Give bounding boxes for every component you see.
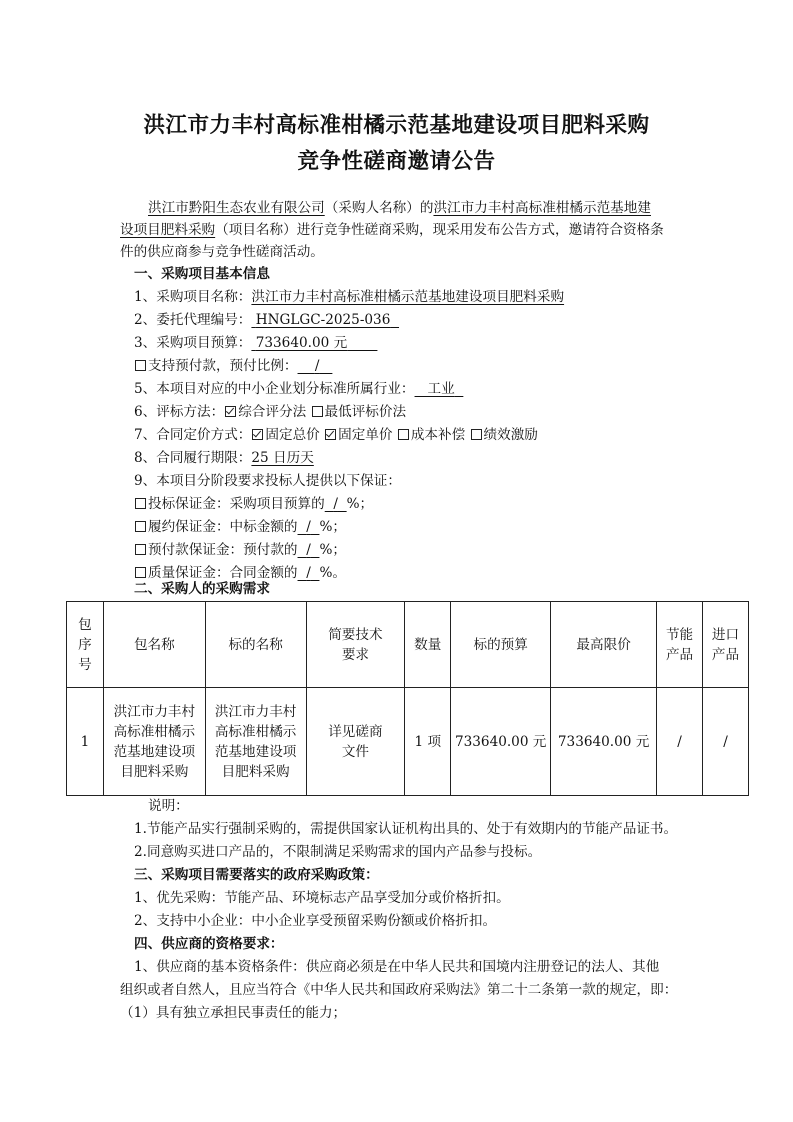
cell-import: / (703, 688, 749, 796)
cell-item-name: 洪江市力丰村 高标准柑橘示 范基地建设项 目肥料采购 (205, 688, 306, 796)
prepay-value: / (314, 358, 320, 374)
header-quantity: 数量 (405, 602, 451, 688)
header-package-name: 包名称 (103, 602, 205, 688)
guarantee-bid: 投标保证金：采购项目预算的 / %； (134, 498, 373, 512)
policy-2: 2、支持中小企业：中小企业享受预留采购份额或价格折扣。 (134, 913, 497, 929)
intro-line2 (120, 224, 664, 238)
document-title-line2: 竞争性磋商邀请公告 (297, 149, 496, 174)
industry-value: 工业 (427, 381, 455, 397)
item-prepay (134, 360, 332, 374)
header-import: 进口 产品 (703, 602, 749, 688)
agency-code-value: HNGLGC-2025-036 (255, 312, 391, 328)
item-label: 支持预付款，预付比例： (148, 358, 298, 374)
intro-line2-rest: （项目名称）进行竞争性磋商采购，现采用发布公告方式，邀请符合资格条 (215, 222, 664, 238)
item-label: 7、合同定价方式： (134, 427, 252, 443)
cell-max-price: 733640.00 元 (551, 688, 657, 796)
unchecked-box-icon (135, 521, 146, 532)
guarantee-quality: 质量保证金：合同金额的 / %。 (134, 567, 346, 581)
item-budget (134, 337, 377, 351)
table-row (67, 688, 749, 796)
buyer-name: 洪江市黔阳生态农业有限公司 (148, 200, 325, 216)
checked-box-icon (325, 429, 336, 440)
policy-1: 1、优先采购：节能产品、环境标志产品享受加分或价格折扣。 (134, 890, 510, 906)
cell-tech-req: 详见磋商 文件 (306, 688, 405, 796)
budget-value: 733640.00 元 (255, 335, 348, 351)
header-max-price: 最高限价 (551, 602, 657, 688)
cell-budget: 733640.00 元 (451, 688, 551, 796)
cell-quantity: 1 项 (405, 688, 451, 796)
unchecked-box-icon (135, 567, 146, 578)
unchecked-box-icon (135, 498, 146, 509)
section3-heading: 三、采购项目需要落实的政府采购政策： (134, 867, 379, 883)
item-guarantees: 9、本项目分阶段要求投标人提供以下保证： (134, 473, 401, 489)
item-industry (134, 383, 463, 397)
guarantee-prepay: 预付款保证金：预付款的 / %； (134, 544, 346, 558)
header-package-no: 包 序 号 (67, 602, 104, 688)
header-item-name: 标的名称 (205, 602, 306, 688)
header-budget: 标的预算 (451, 602, 551, 688)
item-pricing: 7、合同定价方式： 固定总价 固定单价 成本补偿 绩效激励 (134, 427, 538, 443)
qualification-line3: （1）具有独立承担民事责任的能力； (120, 1005, 347, 1021)
buyer-label: （采购人名称）的 (324, 200, 434, 216)
item-eval-method: 6、评标方法： 综合评分法 最低评标价法 (134, 404, 407, 420)
item-label: 8、合同履行期限： (134, 450, 252, 466)
cell-package-no: 1 (67, 688, 104, 796)
unchecked-box-icon (398, 429, 409, 440)
cell-energy: / (657, 688, 703, 796)
intro-line3: 件的供应商参与竞争性磋商活动。 (120, 244, 324, 260)
guarantee-performance: 履约保证金：中标金额的 / %； (134, 521, 346, 535)
section1-heading: 一、采购项目基本信息 (134, 266, 270, 282)
item-label: 5、本项目对应的中小企业划分标准所属行业： (134, 381, 415, 397)
notes-heading: 说明： (148, 798, 189, 814)
project-name-b: 设项目肥料采购 (120, 222, 216, 238)
qualification-line2: 组织或者自然人，且应当符合《中华人民共和国政府采购法》第二十二条第一款的规定，即： (120, 982, 678, 998)
item-label: 2、委托代理编号： (134, 312, 252, 328)
checked-box-icon (252, 429, 263, 440)
item-label: 1、采购项目名称： (134, 289, 252, 305)
note-2: 2.同意购买进口产品的，不限制满足采购需求的国内产品参与投标。 (134, 844, 542, 860)
header-energy: 节能 产品 (657, 602, 703, 688)
requirements-table (66, 601, 749, 796)
qualification-line1: 1、供应商的基本资格条件：供应商必须是在中华人民共和国境内注册登记的法人、其他 (134, 959, 660, 975)
project-name-a: 洪江市力丰村高标准柑橘示范基地建 (433, 200, 651, 216)
unchecked-box-icon (135, 544, 146, 555)
duration-value: 25 日历天 (251, 450, 314, 466)
header-tech-req: 简要技术 要求 (306, 602, 405, 688)
project-name-value: 洪江市力丰村高标准柑橘示范基地建设项目肥料采购 (251, 289, 565, 305)
unchecked-box-icon (135, 360, 146, 371)
section2-heading: 二、采购人的采购需求 (134, 581, 270, 597)
item-agency-code (134, 314, 399, 328)
item-duration (134, 452, 314, 466)
unchecked-box-icon (471, 429, 482, 440)
item-project-name (134, 291, 564, 305)
unchecked-box-icon (312, 406, 323, 417)
checked-box-icon (225, 406, 236, 417)
section4-heading: 四、供应商的资格要求： (134, 936, 284, 952)
document-title-line1: 洪江市力丰村高标准柑橘示范基地建设项目肥料采购 (143, 113, 650, 138)
cell-package-name: 洪江市力丰村 高标准柑橘示 范基地建设项 目肥料采购 (103, 688, 205, 796)
note-1: 1.节能产品实行强制采购的，需提供国家认证机构出具的、处于有效期内的节能产品证书。 (134, 821, 678, 837)
item-label: 6、评标方法： (134, 404, 225, 420)
table-header-row (67, 602, 749, 688)
item-label: 3、采购项目预算： (134, 335, 252, 351)
intro-line1 (148, 202, 651, 216)
